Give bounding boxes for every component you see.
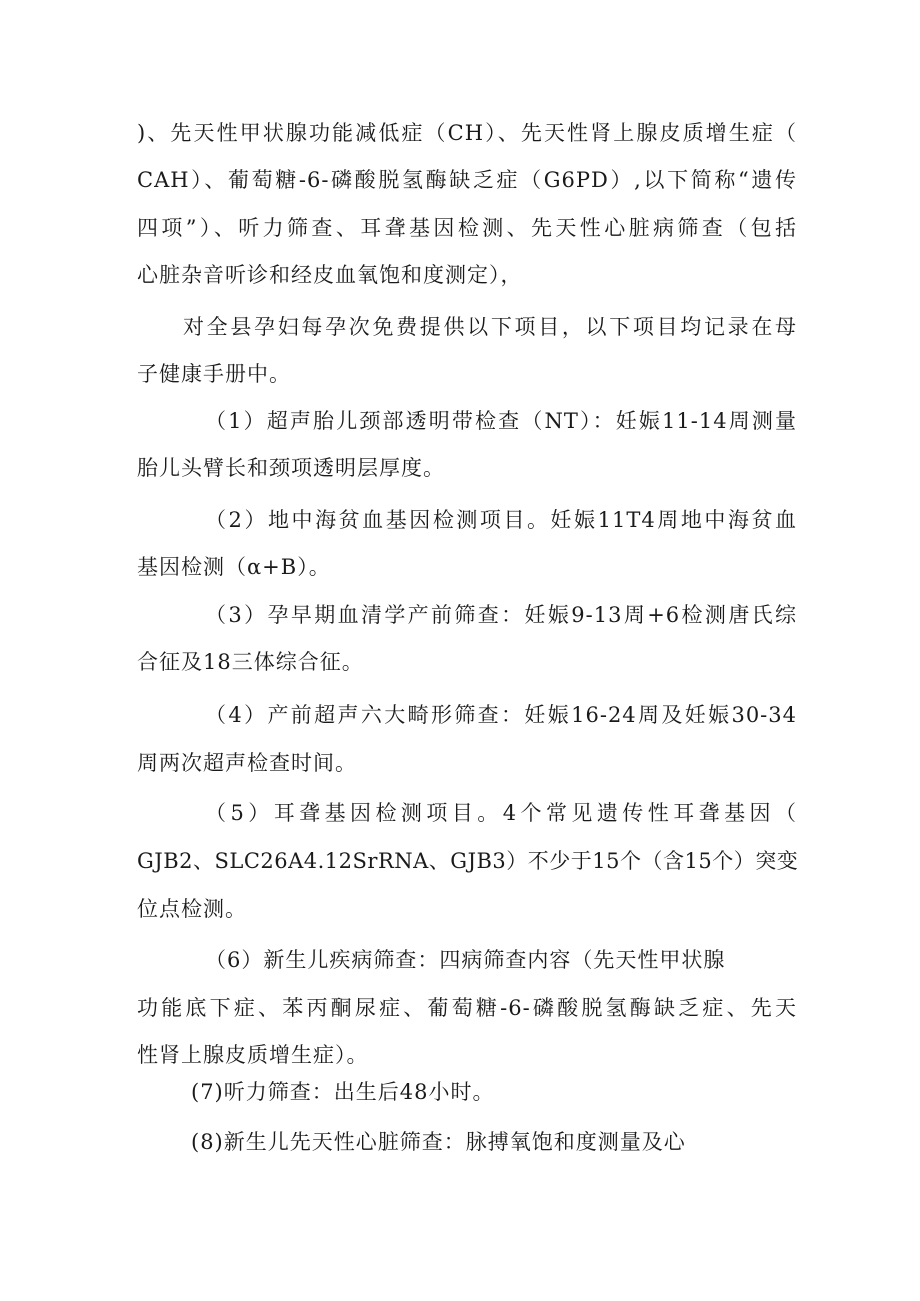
paragraph-first-line: 对全县孕妇每孕次免费提供以下项目，以下项目均记录在母 xyxy=(183,315,797,339)
text-line: 胎儿头臂长和颈项透明层厚度。 xyxy=(137,456,445,480)
list-item-3: （3）孕早期血清学产前筛查：妊娠9-13周+6检测唐氏综 xyxy=(205,603,797,627)
text-line: 子健康手册中。 xyxy=(137,362,291,386)
list-item-7: (7)听力筛查：出生后48小时。 xyxy=(191,1080,495,1104)
text-line: 功能底下症、苯丙酮尿症、葡萄糖-6-磷酸脱氢酶缺乏症、先天 xyxy=(137,996,797,1020)
text-line: 心脏杂音听诊和经皮血氧饱和度测定）， xyxy=(137,263,523,287)
list-item-2: （2）地中海贫血基因检测项目。妊娠11T4周地中海贫血 xyxy=(205,508,797,532)
list-item-4: （4）产前超声六大畸形筛查：妊娠16-24周及妊娠30-34 xyxy=(205,703,797,727)
list-item-1: （1）超声胎儿颈部透明带检查（NT）：妊娠11-14周测量 xyxy=(205,409,797,433)
text-line: 位点检测。 xyxy=(137,897,247,921)
text-line: 基因检测（α+B）。 xyxy=(137,555,331,579)
text-line: CAH）、葡萄糖-6-磷酸脱氢酶缺乏症（G6PD）,以下简称“遗传 xyxy=(137,168,797,192)
text-line: 周两次超声检查时间。 xyxy=(137,751,357,775)
text-line: 性肾上腺皮质增生症）。 xyxy=(137,1043,369,1067)
text-line: GJB2、SLC26A4.12SrRNA、GJB3）不少于15个（含15个）突变 xyxy=(137,849,799,873)
text-line: 合征及18三体综合征。 xyxy=(137,650,364,674)
list-item-5: （5）耳聋基因检测项目。4个常见遗传性耳聋基因（ xyxy=(205,801,797,825)
text-line: 四项”）、听力筛查、耳聋基因检测、先天性心脏病筛查（包括 xyxy=(137,216,797,240)
list-item-8: (8)新生儿先天性心脏筛查：脉搏氧饱和度测量及心 xyxy=(191,1130,686,1154)
list-item-6: （6）新生儿疾病筛查：四病筛查内容（先天性甲状腺 xyxy=(205,948,726,972)
text-line: )、先天性甲状腺功能减低症（CH）、先天性肾上腺皮质增生症（ xyxy=(137,121,797,145)
